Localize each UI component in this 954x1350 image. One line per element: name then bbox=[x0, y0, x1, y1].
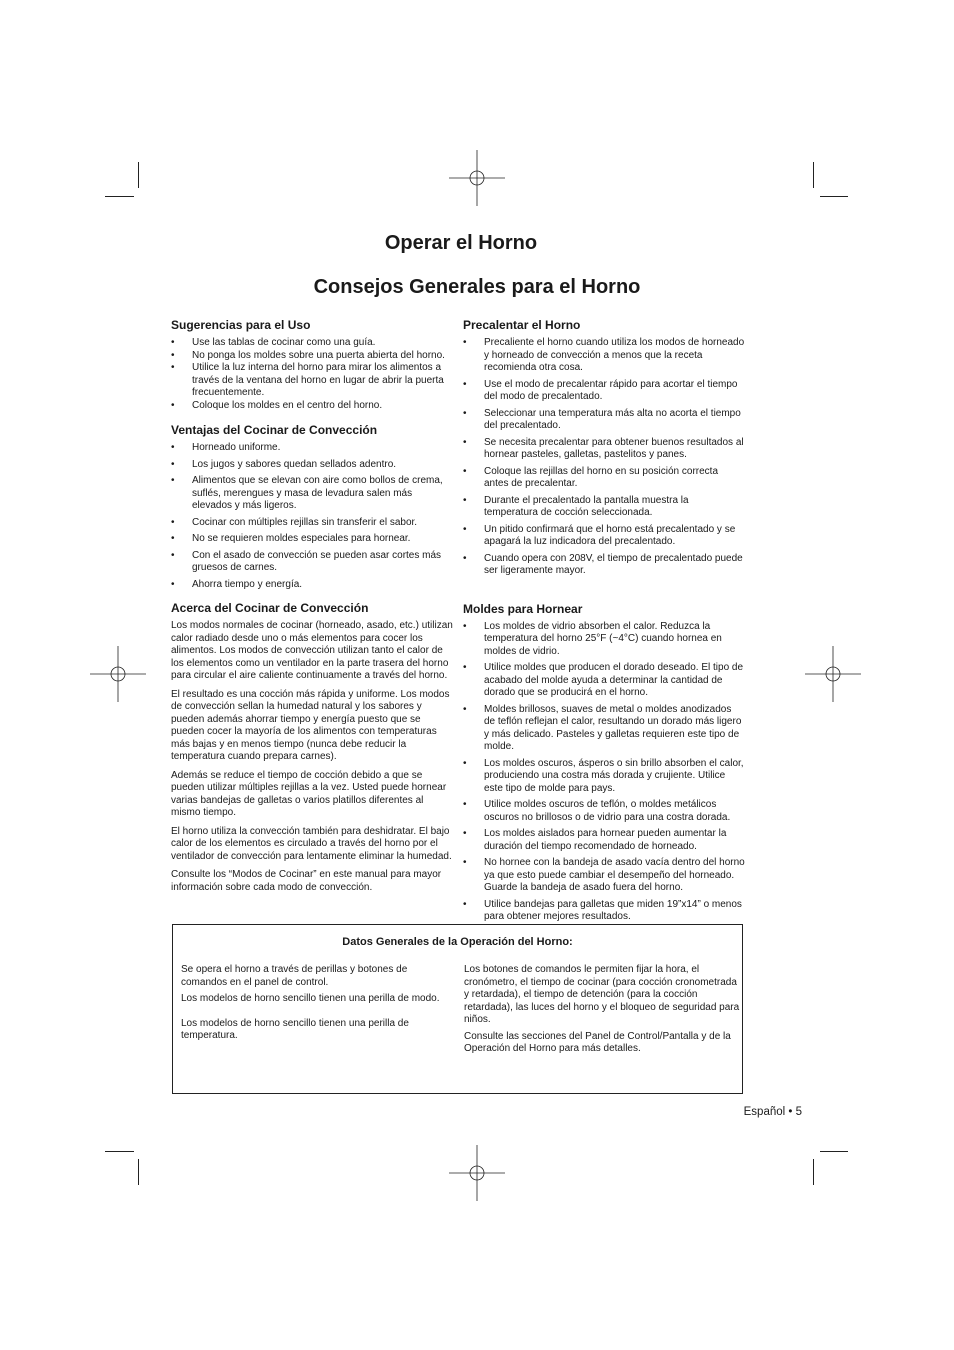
list-item: • No hornee con la bandeja de asado vacía dentro del horno ya que esto puede cambiar el desempeño del horneado. Guarde la bandeja de asado fuera del horno. bbox=[463, 857, 745, 895]
paragraph: El resultado es una cocción más rápida y uniforme. Los modos de convección sellan la humedad natural y los sabores y pueden además ahorrar tiempo y energía puesto que se pueden cocer la mayoría de los alimentos con temperaturas más bajas y en menos tiempo (nunca debe reducir la temperatura cuando prepara carnes). bbox=[171, 688, 450, 762]
paragraph: Consulte los “Modos de Cocinar” en este manual para mayor información sobre cada modo de convección. bbox=[171, 869, 442, 893]
info-box bbox=[172, 924, 743, 1094]
precalentar-list bbox=[463, 337, 745, 578]
sugerencias-list bbox=[171, 337, 453, 412]
acerca-section bbox=[171, 601, 453, 894]
list-item: • Los moldes oscuros, ásperos o sin brillo absorben el calor, produciendo una costra más dorada y crujiente. Utilice este tipo de molde para pays. bbox=[463, 758, 745, 796]
list-item: • Use las tablas de cocinar como una guía. bbox=[171, 337, 453, 350]
page-title: Operar el Horno bbox=[384, 232, 538, 254]
list-item: • Utilice la luz interna del horno para mirar los alimentos a través de la ventana del horno en lugar de abrir la puerta frecuentemente. bbox=[171, 362, 453, 400]
list-item: • Seleccionar una temperatura más alta no acorta el tiempo del precalentado. bbox=[463, 408, 745, 433]
list-item: • Utilice bandejas para galletas que miden 19”x14” o menos para obtener mejores resultados. bbox=[463, 899, 745, 924]
sugerencias-heading: Sugerencias para el Uso bbox=[171, 318, 311, 332]
list-item: • Se necesita precalentar para obtener buenos resultados al hornear pasteles, galletas, pastelitos y panes. bbox=[463, 437, 745, 462]
precalentar-section bbox=[463, 318, 745, 578]
moldes-section bbox=[463, 602, 745, 924]
registration-mark-icon bbox=[805, 646, 861, 702]
paragraph: Los botones de comandos le permiten fijar la hora, el cronómetro, el tiempo de cocinar (para cocción cronometrada y retardada), el tiempo de detención (para la cocción retardada), las luces del horno y el bloqueo de seguridad para niños. bbox=[464, 964, 740, 1025]
list-item: • Utilice moldes oscuros de teflón, o moldes metálicos oscuros no brillosos o de vidrio para una costra dorada. bbox=[463, 799, 745, 824]
crop-mark bbox=[813, 1159, 814, 1185]
paragraph: Los modos normales de cocinar (horneado, asado, etc.) utilizan calor radiado desde uno o más elementos para cocer los alimentos. Los modos de convección utilizan tanto el calor de los elementos como un ventilador en la parte trasera del horno para circular el aire caliente continuamente a través del horno. bbox=[171, 620, 453, 681]
moldes-list bbox=[463, 621, 745, 924]
crop-mark bbox=[105, 196, 134, 197]
list-item: • Durante el precalentado la pantalla muestra la temperatura de cocción seleccionada. bbox=[463, 495, 745, 520]
list-item: • Use el modo de precalentar rápido para acortar el tiempo del modo de precalentado. bbox=[463, 379, 745, 404]
list-item: • No se requieren moldes especiales para hornear. bbox=[171, 533, 453, 546]
crop-mark bbox=[820, 1151, 848, 1152]
list-item: • Los moldes aislados para hornear pueden aumentar la duración del tiempo recomendado de horneado. bbox=[463, 828, 745, 853]
section-title: Consejos Generales para el Horno bbox=[313, 276, 641, 298]
acerca-heading: Acerca del Cocinar de Convección bbox=[171, 601, 369, 615]
page-number: Español • 5 bbox=[743, 1106, 802, 1118]
crop-mark bbox=[105, 1151, 134, 1152]
list-item: • Horneado uniforme. bbox=[171, 442, 453, 455]
registration-mark-icon bbox=[449, 150, 505, 206]
info-box-right bbox=[464, 964, 742, 1060]
list-item: • Utilice moldes que producen el dorado deseado. El tipo de acabado del molde ayuda a determinar la cantidad de dorado que se producirá en el horno. bbox=[463, 662, 745, 700]
crop-mark bbox=[820, 196, 848, 197]
paragraph: Además se reduce el tiempo de cocción debido a que se pueden utilizar múltiples rejillas a la vez. Usted puede hornear varias bandejas de galletas o varios platillos diferentes al mismo tiempo. bbox=[171, 769, 447, 818]
list-item: • Ahorra tiempo y energía. bbox=[171, 579, 453, 592]
list-item: • Alimentos que se elevan con aire como bollos de crema, suflés, merengues y masa de levadura salen más elevados y más ligeros. bbox=[171, 475, 453, 513]
ventajas-heading: Ventajas del Cocinar de Convección bbox=[171, 423, 378, 437]
list-item: • Coloque los moldes en el centro del horno. bbox=[171, 400, 453, 413]
registration-mark-icon bbox=[449, 1145, 505, 1201]
list-item: • Cuando opera con 208V, el tiempo de precalentado puede ser ligeramente mayor. bbox=[463, 553, 745, 578]
list-item: • Los jugos y sabores quedan sellados adentro. bbox=[171, 459, 453, 472]
sugerencias-section bbox=[171, 318, 453, 412]
precalentar-heading: Precalentar el Horno bbox=[463, 318, 581, 332]
list-item: • Con el asado de convección se pueden asar cortes más gruesos de carnes. bbox=[171, 550, 453, 575]
paragraph: El horno utiliza la convección también para deshidratar. El bajo calor de los elementos es circulado a través del horno por el ventilador de convección para lentamente eliminar la humedad. bbox=[171, 825, 452, 862]
paragraph: Los modelos de horno sencillo tienen una perilla de modo. bbox=[181, 993, 440, 1004]
list-item: • Un pitido confirmará que el horno está precalentado y se apagará la luz indicadora del precalentado. bbox=[463, 524, 745, 549]
list-item: • Cocinar con múltiples rejillas sin transferir el sabor. bbox=[171, 517, 453, 530]
info-box-heading: Datos Generales de la Operación del Horno: bbox=[342, 936, 573, 948]
paragraph: Se opera el horno a través de perillas y botones de comandos en el panel de control. bbox=[181, 964, 408, 988]
registration-mark-icon bbox=[90, 646, 146, 702]
crop-mark bbox=[138, 162, 139, 188]
info-box-left bbox=[181, 964, 449, 1047]
list-item: • Coloque las rejillas del horno en su posición correcta antes de precalentar. bbox=[463, 466, 745, 491]
right-column bbox=[463, 318, 745, 924]
moldes-heading: Moldes para Hornear bbox=[463, 601, 583, 616]
list-item: • Los moldes de vidrio absorben el calor. Reduzca la temperatura del horno 25°F (~4°C) cuando hornea en moldes de vidrio. bbox=[463, 621, 745, 659]
left-column bbox=[171, 318, 453, 900]
paragraph: Los modelos de horno sencillo tienen una perilla de temperatura. bbox=[181, 1017, 409, 1041]
ventajas-section bbox=[171, 423, 453, 591]
list-item: • No ponga los moldes sobre una puerta abierta del horno. bbox=[171, 350, 453, 363]
ventajas-list bbox=[171, 442, 453, 591]
paragraph: Consulte las secciones del Panel de Control/Pantalla y de la Operación del Horno para más detalles. bbox=[464, 1030, 731, 1054]
crop-mark bbox=[813, 162, 814, 188]
list-item: • Precaliente el horno cuando utiliza los modos de horneado y horneado de convección a menos que la receta recomienda otra cosa. bbox=[463, 337, 745, 375]
crop-mark bbox=[138, 1159, 139, 1185]
list-item: • Moldes brillosos, suaves de metal o moldes anodizados de teflón reflejan el calor, resultando un dorado más ligero y más delicado. Pasteles y galletas requieren este tipo de molde. bbox=[463, 704, 745, 754]
